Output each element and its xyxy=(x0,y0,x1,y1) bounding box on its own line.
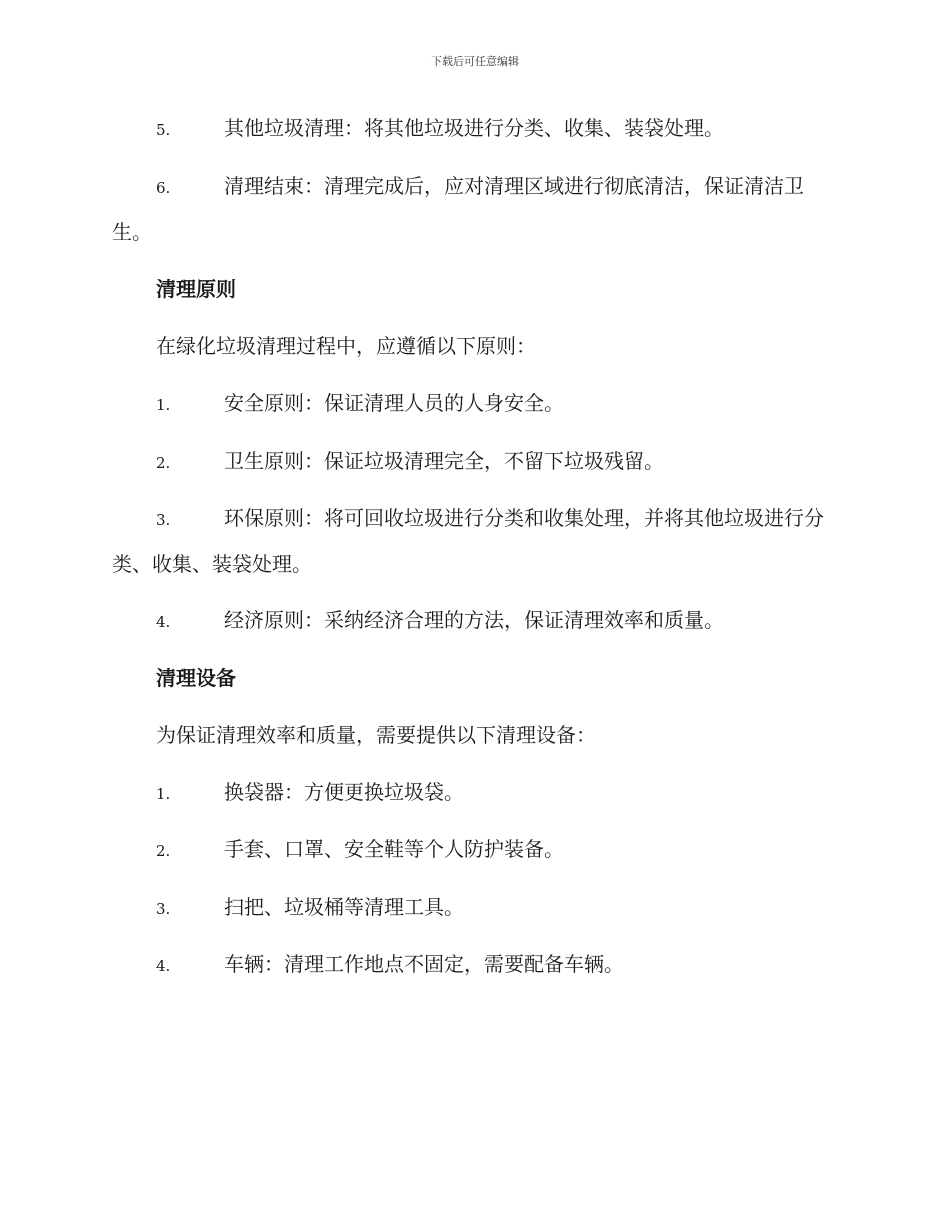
paragraph: 在绿化垃圾清理过程中，应遵循以下原则： xyxy=(156,334,536,358)
list-item-text: 手套、口罩、安全鞋等个人防护装备。 xyxy=(224,837,564,861)
list-item-text: 扫把、垃圾桶等清理工具。 xyxy=(224,895,464,919)
list-item-text: 卫生原则：保证垃圾清理完全，不留下垃圾残留。 xyxy=(224,449,664,473)
list-item-number: 1. xyxy=(156,785,171,803)
list-item xyxy=(112,164,834,254)
list-item xyxy=(112,106,834,152)
list-item-text: 换袋器：方便更换垃圾袋。 xyxy=(224,780,464,804)
section-heading: 清理原则 xyxy=(156,277,236,301)
list-item xyxy=(112,381,834,427)
list-item-text: 环保原则：将可回收垃圾进行分类和收集处理，并将其他垃圾进行分类、收集、装袋处理。 xyxy=(112,506,824,576)
list-item xyxy=(112,827,834,873)
section-heading: 清理设备 xyxy=(156,666,236,690)
list-item-text: 其他垃圾清理：将其他垃圾进行分类、收集、装袋处理。 xyxy=(224,116,724,140)
list-item-text: 清理结束：清理完成后，应对清理区域进行彻底清洁，保证清洁卫生。 xyxy=(112,174,804,244)
list-item-number: 3. xyxy=(156,511,171,529)
paragraph: 为保证清理效率和质量，需要提供以下清理设备： xyxy=(156,723,596,747)
page-header: 下载后可任意编辑 xyxy=(431,55,519,68)
list-item-number: 4. xyxy=(156,613,171,631)
list-item-number: 5. xyxy=(156,121,171,139)
list-item-text: 车辆：清理工作地点不固定，需要配备车辆。 xyxy=(224,952,624,976)
list-item xyxy=(112,439,834,485)
list-item xyxy=(112,942,834,988)
list-item-number: 3. xyxy=(156,900,171,918)
list-item-number: 4. xyxy=(156,957,171,975)
list-item xyxy=(112,770,834,816)
list-item-text: 经济原则：采纳经济合理的方法，保证清理效率和质量。 xyxy=(224,608,724,632)
list-item-number: 6. xyxy=(156,179,171,197)
list-item xyxy=(112,598,834,644)
list-item-number: 1. xyxy=(156,396,171,414)
list-item xyxy=(112,496,834,586)
list-item xyxy=(112,885,834,931)
list-item-number: 2. xyxy=(156,842,171,860)
list-item-number: 2. xyxy=(156,454,171,472)
list-item-text: 安全原则：保证清理人员的人身安全。 xyxy=(224,391,564,415)
